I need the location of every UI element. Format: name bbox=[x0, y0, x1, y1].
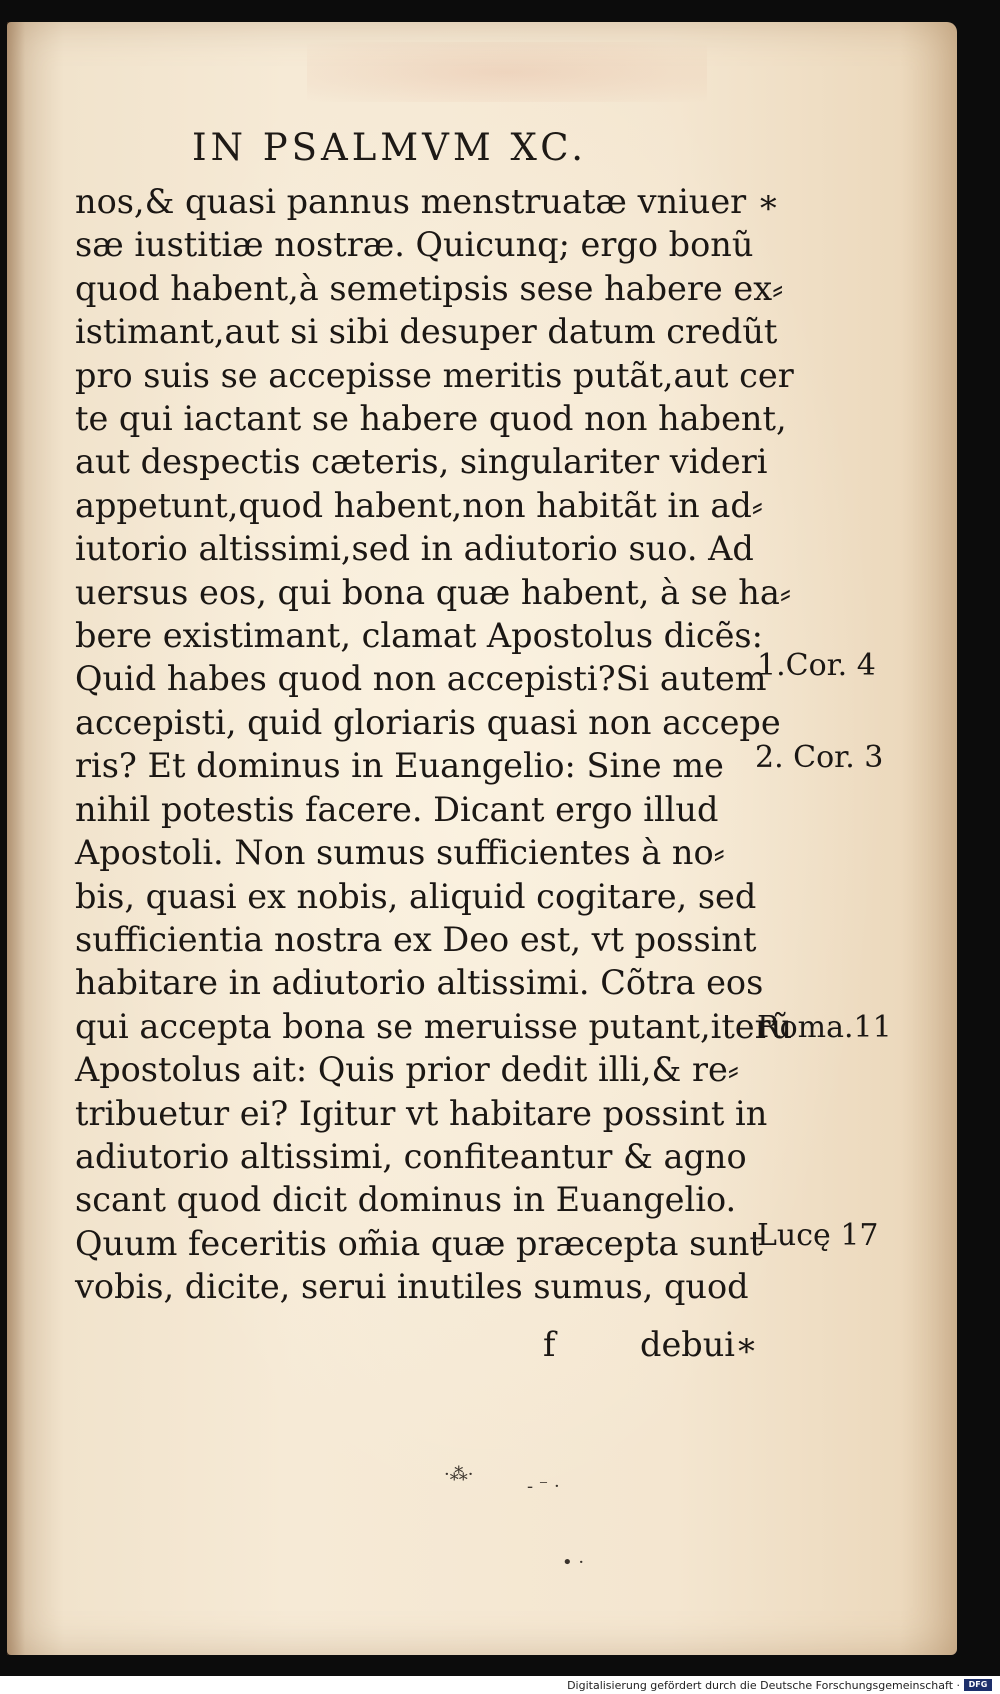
text-line: adiutorio altissimi, confiteantur & agno bbox=[75, 1136, 747, 1176]
footer-credit: Digitalisierung gefördert durch die Deutsche Forschungsgemeinschaft · bbox=[567, 1679, 960, 1692]
text-line: aut despectis cæteris, singulariter videri bbox=[75, 442, 768, 482]
text-line: iutorio altissimi,sed in adiutorio suo. Ad bbox=[75, 529, 754, 569]
text-line: bere existimant, clamat Apostolus dicẽs: bbox=[75, 616, 763, 656]
catchline bbox=[75, 1325, 765, 1369]
text-line: vobis, dicite, serui inutiles sumus, quod bbox=[75, 1267, 749, 1307]
text-line: quod habent,à semetipsis sese habere ex⸗ bbox=[75, 268, 784, 308]
text-line: Quid habes quod non accepisti?Si autem bbox=[75, 659, 767, 699]
text-line: ris? Et dominus in Euangelio: Sine me bbox=[75, 746, 724, 786]
ink-speck: • · bbox=[562, 1552, 585, 1573]
running-head: IN PSALMVM XC. bbox=[192, 126, 587, 169]
book-page bbox=[7, 22, 957, 1655]
dfg-logo: DFG bbox=[964, 1679, 992, 1691]
text-line: accepisti, quid gloriaris quasi non accepe bbox=[75, 702, 781, 742]
ink-speck: ·⁂· bbox=[444, 1464, 474, 1485]
text-line: scant quod dicit dominus in Euangelio. bbox=[75, 1180, 737, 1220]
signature-mark: f bbox=[543, 1325, 556, 1364]
main-text-block bbox=[75, 180, 794, 1309]
text-line: Quum feceritis om̃ia quæ præcepta sunt bbox=[75, 1223, 763, 1263]
ink-speck: - ⁻ · bbox=[527, 1476, 560, 1497]
text-line: tribuetur ei? Igitur vt habitare possint in bbox=[75, 1093, 768, 1133]
text-line: Apostoli. Non sumus sufficientes à no⸗ bbox=[75, 833, 725, 873]
text-line: appetunt,quod habent,non habitãt in ad⸗ bbox=[75, 485, 763, 525]
text-line: sæ iustitiæ nostræ. Quicunq; ergo bonũ bbox=[75, 225, 754, 265]
text-line: nos,& quasi pannus menstruatæ vniuer ∗ bbox=[75, 182, 780, 221]
text-line: qui accepta bona se meruisse putant,iterũ bbox=[75, 1006, 793, 1046]
text-line: bis, quasi ex nobis, aliquid cogitare, sed bbox=[75, 876, 757, 916]
text-line: uersus eos, qui bona quæ habent, à se ha⸗ bbox=[75, 572, 791, 612]
text-line: nihil potestis facere. Dicant ergo illud bbox=[75, 789, 719, 829]
text-line: te qui iactant se habere quod non habent, bbox=[75, 399, 787, 439]
margin-note-2-cor: 2. Cor. 3 bbox=[755, 740, 884, 775]
text-line: habitare in adiutorio altissimi. Cõtra eos bbox=[75, 963, 764, 1003]
margin-note-luce: Lucę 17 bbox=[757, 1218, 879, 1253]
margin-note-roma: Roma.11 bbox=[757, 1010, 892, 1045]
text-line: Apostolus ait: Quis prior dedit illi,& re⸗ bbox=[75, 1050, 739, 1090]
text-line: sufficientia nostra ex Deo est, vt possint bbox=[75, 919, 757, 959]
text-line: istimant,aut si sibi desuper datum credũt bbox=[75, 312, 778, 352]
text-line: pro suis se accepisse meritis putãt,aut cer bbox=[75, 355, 794, 395]
margin-note-1-cor: 1.Cor. 4 bbox=[757, 648, 876, 683]
catchword: debui∗ bbox=[640, 1325, 758, 1364]
